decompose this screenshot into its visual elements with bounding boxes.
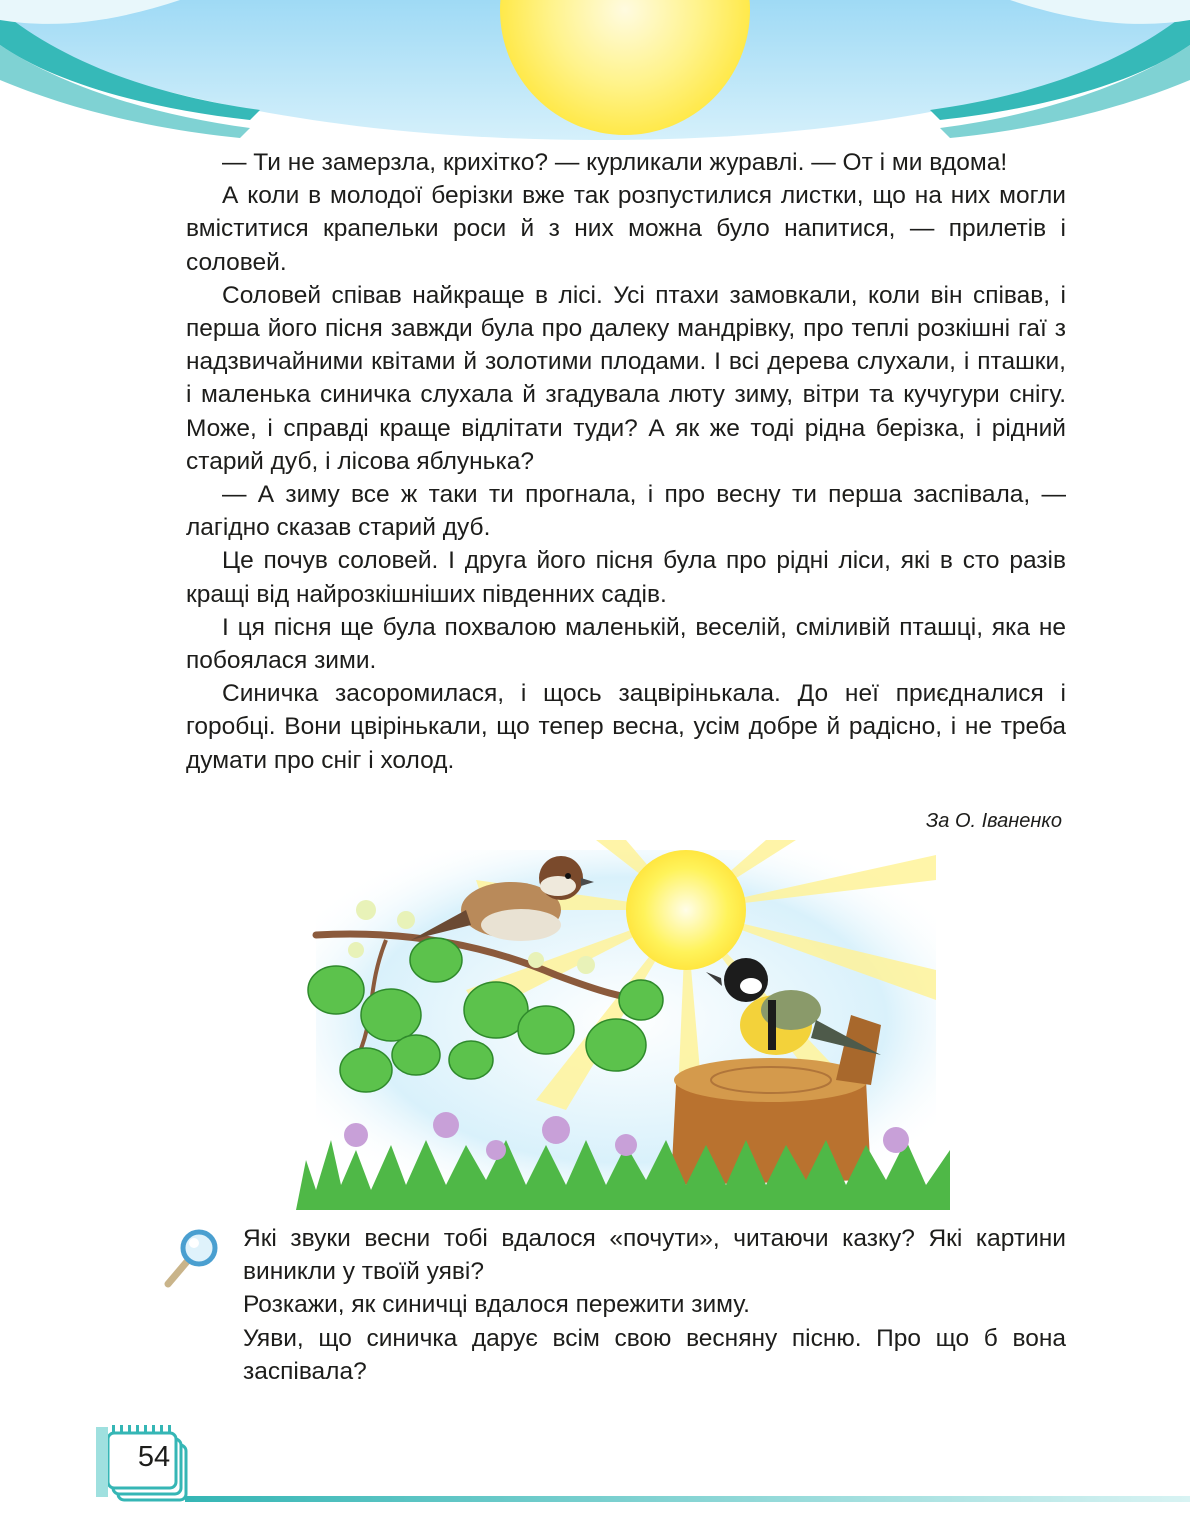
question-item: Які звуки весни тобі вдалося «почути», читаючи казку? Які картини виникли у твоїй уяві? — [243, 1225, 1066, 1286]
story-paragraph: І ця пісня ще була похвалою маленькій, веселій, сміливій пташці, яка не побоялася зими. — [186, 613, 1066, 675]
questions-block — [243, 1222, 1066, 1388]
question-item: Уяви, що синичка дарує всім свою весняну пісню. Про що б вона заспівала? — [243, 1324, 1066, 1385]
magnifier-icon — [160, 1228, 220, 1290]
question-item: Розкажи, як синичці вдалося пережити зиму. — [243, 1291, 750, 1319]
page-number: 54 — [137, 1441, 171, 1473]
story-paragraph: Синичка засоромилася, і щось зацвірінькала. До неї приєдналися і горобці. Вони цвірінькали, що тепер весна, усім добре й радісно, і не треба думати про сніг і холод. — [186, 680, 1066, 774]
story-paragraph: — Ти не замерзла, крихітко? — курликали журавлі. — От і ми вдома! — [222, 149, 1008, 176]
story-paragraph: Соловей співав найкраще в лісі. Усі птахи замовкали, коли він співав, і перша його пісня завжди була про далеку мандрівку, про теплі розкішні гаї з надзвичайними квітами й золотими плодами. І всі дерева слухали, і пташки, і маленька синичка слухала й згадувала люту зиму, вітри та кучугури снігу. Може, і справді краще відлітати туди? А як же тоді рідна берізка, і рідний старий дуб, і лісова яблунька? — [186, 281, 1066, 475]
illustration-sun — [626, 850, 746, 970]
birds-illustration — [296, 840, 950, 1210]
story-attribution: За О. Іваненко — [925, 810, 1062, 832]
story-paragraph: Це почув соловей. І друга його пісня була про рідні ліси, які в сто разів кращі від найрозкішніших південних садів. — [186, 547, 1066, 608]
story-paragraph: А коли в молодої берізки вже так розпустилися листки, що на них могли вміститися крапельки роси й з них можна було напитися, — прилетів і соловей. — [186, 182, 1066, 276]
story-text — [186, 146, 1066, 777]
footer-rule — [185, 1496, 1190, 1502]
story-paragraph: — А зиму все ж таки ти прогнала, і про весну ти перша заспівала, — лагідно сказав старий дуб. — [186, 481, 1066, 542]
